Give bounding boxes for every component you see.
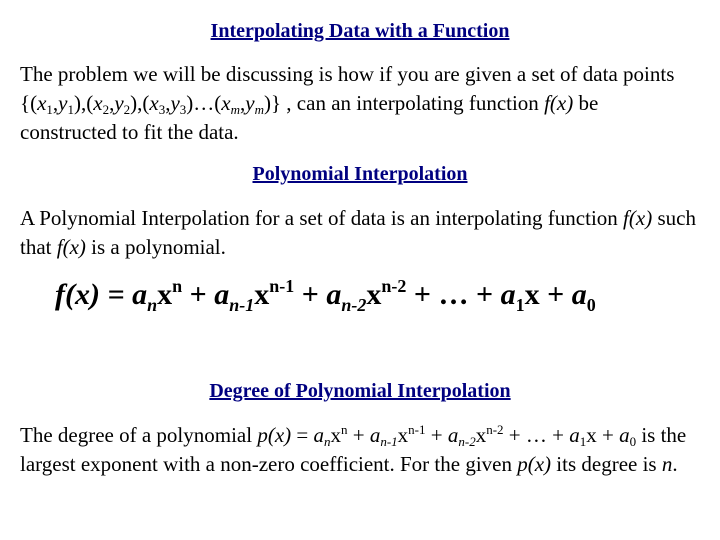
polynomial-formula: $f(x) = a_nx^n + a_{n-1}x^{n-1} + a_{n-2}x^{n-2}$ + … + $a_1x + a_0$ [55,276,596,315]
polynomial-definition-paragraph: A Polynomial Interpolation for a set of data is an interpolating function f(x) such that f(x) is a polynomial. [20,206,696,259]
section-heading-polynomial-interpolation: Polynomial Interpolation [252,163,468,185]
degree-paragraph: The degree of a polynomial $p(x) = a_nx^n + a_{n-1}x^{n-1} + a_{n-2}x^{n-2}$ + … + $a_1x + a_0$ is the largest exponent with a non-zero coefficient. For the given p(x) its degree is n. [20,422,687,476]
section-heading-degree: Degree of Polynomial Interpolation [209,380,511,402]
problem-paragraph: The problem we will be discussing is how if you are given a set of data points $\{(x_1,y_1),(x_2,y_2),(x_3,y_3)\dots(x_m,y_m)\}$ , can an interpolating function f(x) be constructed to fit the data. [20,62,675,144]
section-heading-interpolating-data: Interpolating Data with a Function [210,20,510,42]
